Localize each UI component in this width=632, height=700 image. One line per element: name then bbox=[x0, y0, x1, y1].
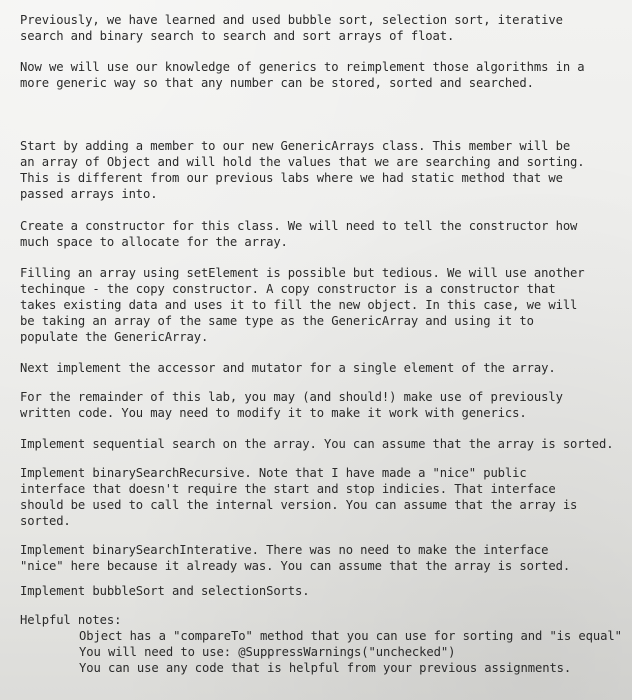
text-line: techinque - the copy constructor. A copy constructor is a constructor that bbox=[20, 282, 556, 296]
paragraph-accessor bbox=[20, 360, 615, 376]
paragraph-copy-constructor bbox=[20, 265, 615, 345]
paragraph-binary-recursive bbox=[20, 465, 615, 529]
text-line: much space to allocate for the array. bbox=[20, 235, 288, 249]
paragraph-constructor bbox=[20, 218, 615, 250]
text-line: sorted. bbox=[20, 514, 71, 528]
text-line: takes existing data and uses it to fill the new object. In this case, we will bbox=[20, 298, 578, 312]
text-line: Previously, we have learned and used bubble sort, selection sort, iterative bbox=[20, 13, 563, 27]
notes-heading: Helpful notes: bbox=[20, 613, 122, 627]
paragraph-binary-iterative bbox=[20, 542, 615, 574]
text-line: This is different from our previous labs where we had static method that we bbox=[20, 171, 563, 185]
paragraph-sorts bbox=[20, 583, 615, 599]
text-line: Implement sequential search on the array. You can assume that the array is sorted. bbox=[20, 437, 614, 451]
text-line: an array of Object and will hold the values that we are searching and sorting. bbox=[20, 155, 585, 169]
text-line: Implement binarySearchRecursive. Note that I have made a "nice" public bbox=[20, 466, 527, 480]
text-line: should be used to call the internal version. You can assume that the array is bbox=[20, 498, 578, 512]
text-line: populate the GenericArray. bbox=[20, 330, 209, 344]
text-line: passed arrays into. bbox=[20, 187, 158, 201]
text-line: Start by adding a member to our new GenericArrays class. This member will be bbox=[20, 139, 571, 153]
note-item: Object has a "compareTo" method that you can use for sorting and "is equal" bbox=[79, 629, 622, 643]
text-line: Filling an array using setElement is possible but tedious. We will use another bbox=[20, 266, 585, 280]
text-line: search and binary search to search and sort arrays of float. bbox=[20, 29, 455, 43]
note-item: You can use any code that is helpful from your previous assignments. bbox=[79, 661, 572, 675]
text-line: Create a constructor for this class. We will need to tell the constructor how bbox=[20, 219, 578, 233]
paragraph-remainder bbox=[20, 389, 615, 421]
text-line: Implement bubbleSort and selectionSorts. bbox=[20, 584, 310, 598]
text-line: Implement binarySearchInterative. There was no need to make the interface bbox=[20, 543, 549, 557]
text-line: written code. You may need to modify it to make it work with generics. bbox=[20, 406, 527, 420]
paragraph-member bbox=[20, 138, 615, 202]
paragraph-generics bbox=[20, 59, 615, 91]
paragraph-sequential-search bbox=[20, 436, 615, 452]
text-line: be taking an array of the same type as the GenericArray and using it to bbox=[20, 314, 534, 328]
text-line: Now we will use our knowledge of generics to reimplement those algorithms in a bbox=[20, 60, 585, 74]
text-line: For the remainder of this lab, you may (and should!) make use of previously bbox=[20, 390, 563, 404]
text-line: interface that doesn't require the start and stop indicies. That interface bbox=[20, 482, 556, 496]
helpful-notes bbox=[20, 612, 620, 676]
note-item: You will need to use: @SuppressWarnings("unchecked") bbox=[79, 645, 456, 659]
text-line: more generic way so that any number can be stored, sorted and searched. bbox=[20, 76, 534, 90]
paragraph-intro bbox=[20, 12, 615, 44]
text-line: Next implement the accessor and mutator for a single element of the array. bbox=[20, 361, 556, 375]
text-line: "nice" here because it already was. You can assume that the array is sorted. bbox=[20, 559, 571, 573]
